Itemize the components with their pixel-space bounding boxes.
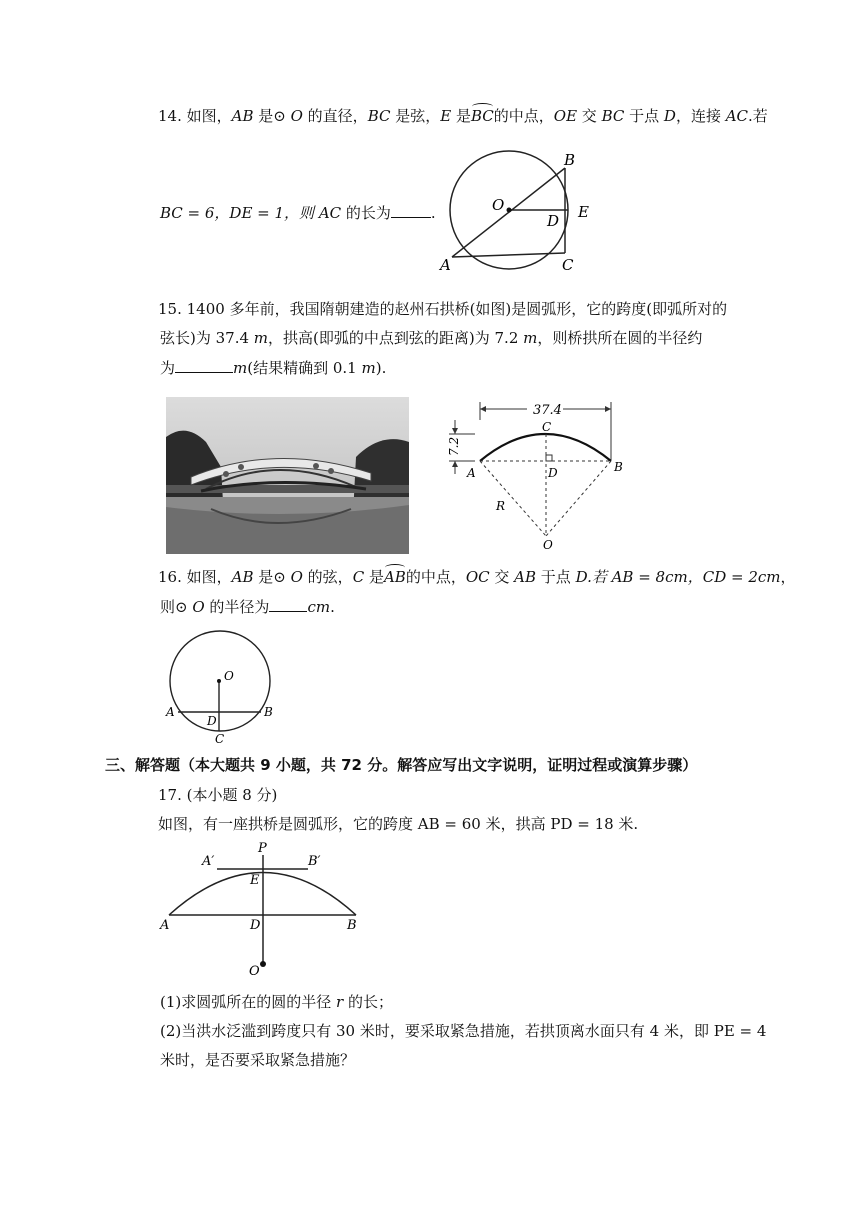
q17-arch-diagram — [156, 838, 366, 978]
q15-line1: 15. 1400 多年前，我国隋朝建造的赵州石拱桥(如图)是圆弧形，它的跨度(即弧所对的 — [158, 300, 728, 318]
q17-title: 17. (本小题 8 分) — [158, 786, 278, 804]
label-E: E — [250, 873, 260, 888]
label-O: O — [492, 196, 505, 214]
label-B: B — [614, 460, 623, 474]
label-R: R — [496, 499, 506, 513]
label-O: O — [249, 964, 260, 978]
label-D: D — [548, 466, 558, 480]
answer-blank — [175, 358, 233, 373]
q17-part2-line2: 米时，是否要采取紧急措施？ — [160, 1051, 356, 1069]
label-C: C — [542, 420, 552, 434]
arc-BC: BC — [470, 107, 494, 125]
label-D: D — [547, 212, 560, 230]
answer-blank — [391, 203, 431, 218]
label-B: B — [564, 151, 576, 169]
label-A: A — [166, 705, 175, 719]
label-B: B — [264, 705, 273, 719]
arc-AB: AB — [383, 568, 406, 586]
label-A: A — [440, 256, 451, 274]
q16-line2: 则⊙ O 的半径为 cm. — [160, 598, 335, 616]
height-label: 7.2 — [447, 436, 461, 456]
label-A: A — [160, 918, 170, 933]
q17-part1: (1)求圆弧所在的圆的半径 r 的长； — [160, 993, 393, 1011]
label-B: B — [347, 918, 357, 933]
q17-stem: 如图，有一座拱桥是圆弧形，它的跨度 AB = 60 米，拱高 PD = 18 米. — [158, 815, 639, 833]
q15-bridge-diagram — [445, 398, 635, 556]
q14-circle-diagram — [430, 148, 600, 276]
label-A1: A′ — [202, 854, 215, 869]
q15-line3: 为 m(结果精确到 0.1 m). — [160, 359, 387, 377]
label-B1: B′ — [308, 854, 321, 869]
label-E: E — [578, 203, 589, 221]
label-C: C — [562, 256, 574, 274]
label-C: C — [215, 732, 225, 746]
q15-line2: 弦长)为 37.4 m，拱高(即弧的中点到弦的距离)为 7.2 m，则桥拱所在圆的半径约 — [160, 329, 703, 347]
label-O: O — [543, 538, 553, 552]
answer-blank — [269, 597, 307, 612]
label-O: O — [224, 669, 234, 683]
label-A: A — [467, 466, 476, 480]
q14-line1: 14. 如图，AB 是⊙ O 的直径，BC 是弦，E 是BC的中点，OE 交 BC 于点 D，连接 AC.若 — [158, 107, 768, 125]
span-label: 37.4 — [533, 403, 562, 418]
section-heading: 三、解答题（本大题共 9 小题，共 72 分。解答应写出文字说明，证明过程或演算步骤） — [105, 756, 698, 774]
q14-line2: BC = 6，DE = 1，则 AC 的长为 . — [160, 204, 436, 222]
label-D: D — [207, 714, 217, 728]
label-D: D — [250, 918, 261, 933]
q16-line1: 16. 如图，AB 是⊙ O 的弦，C 是AB的中点，OC 交 AB 于点 D.若 AB = 8cm，CD = 2cm， — [158, 568, 796, 586]
q16-circle-diagram — [162, 630, 284, 746]
zhaozhou-bridge-photo — [166, 397, 409, 554]
label-P: P — [258, 841, 267, 856]
q17-part2-line1: (2)当洪水泛滥到跨度只有 30 米时，要采取紧急措施，若拱顶离水面只有 4 米，即 PE = 4 — [160, 1022, 767, 1040]
